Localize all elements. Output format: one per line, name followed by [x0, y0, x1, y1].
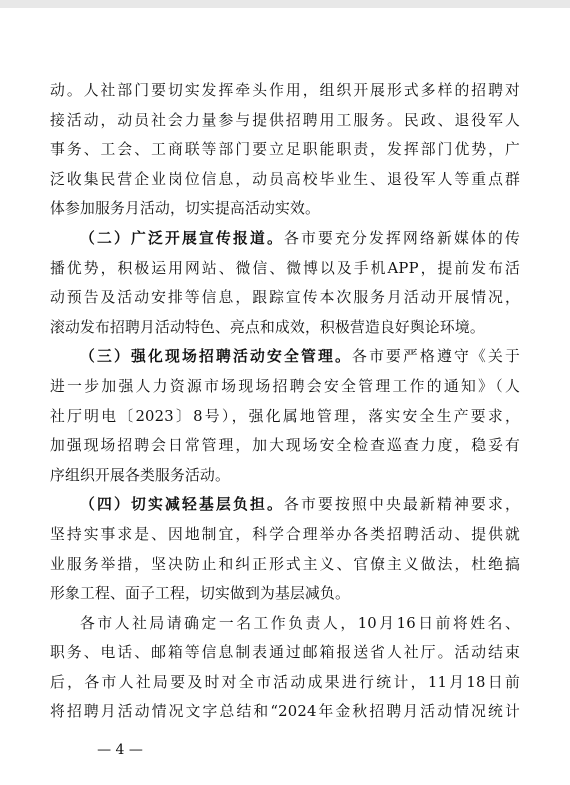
- text-line: 播优势，积极运用网站、微信、微博以及手机APP，提前发布活: [50, 259, 520, 277]
- text-line: 坚持实事求是、因地制宜，科学合理举办各类招聘活动、提供就: [50, 525, 520, 543]
- section-text: 各市要严格遵守《关于: [352, 348, 520, 366]
- text-line: 泛收集民营企业岗位信息，动员高校毕业生、退役军人等重点群: [50, 170, 520, 188]
- text-line: 形象工程、面子工程，切实做到为基层减负。: [50, 585, 350, 603]
- text-line: 各市人社局请确定一名工作负责人，10月16日前将姓名、: [80, 614, 520, 632]
- text-line: 序组织开展各类服务活动。: [50, 466, 230, 484]
- text-line: 进一步加强人力资源市场现场招聘会安全管理工作的通知》（人: [50, 377, 520, 395]
- text-line: 加强现场招聘会日常管理，加大现场安全检查巡查力度，稳妥有: [50, 437, 520, 455]
- text-line: 业服务举措，坚决防止和纠正形式主义、官僚主义做法，杜绝搞: [50, 555, 520, 573]
- page-top-border: [0, 0, 570, 8]
- text-line: 动预告及活动安排等信息，跟踪宣传本次服务月活动开展情况，: [50, 289, 520, 307]
- section-heading-line: [50, 224, 520, 254]
- text-line: 动。人社部门要切实发挥牵头作用，组织开展形式多样的招聘对: [50, 82, 520, 99]
- text-line: 接活动，动员社会力量参与提供招聘用工服务。民政、退役军人: [50, 111, 520, 129]
- text-line: 社厅明电〔2023〕8号），强化属地管理，落实安全生产要求，: [50, 407, 520, 425]
- paragraph-reduce-burden: [50, 490, 520, 608]
- document-page: [50, 76, 520, 727]
- text-line: 体参加服务月活动，切实提高活动实效。: [50, 200, 320, 218]
- section-heading-line: [50, 490, 520, 520]
- section-heading: （四）切实减轻基层负担。: [80, 496, 284, 514]
- text-line: 事务、工会、工商联等部门要立足职能职责，发挥部门优势，广: [50, 141, 520, 159]
- page-number: — 4 —: [97, 742, 143, 758]
- text-line: 后，各市人社局要及时对全市活动成果进行统计，11月18日前: [50, 673, 520, 691]
- section-text: 各市要按照中央最新精神要求，: [284, 496, 520, 514]
- section-heading: （三）强化现场招聘活动安全管理。: [80, 348, 352, 366]
- paragraph-publicity: [50, 224, 520, 342]
- section-text: 各市要充分发挥网络新媒体的传: [284, 229, 520, 247]
- section-heading: （二）广泛开展宣传报道。: [80, 229, 284, 247]
- text-line: 职务、电话、邮箱等信息制表通过邮箱报送省人社厅。活动结束: [50, 644, 520, 662]
- paragraph-reporting: [50, 609, 520, 727]
- text-line: 滚动发布招聘月活动特色、亮点和成效，积极营造良好舆论环境。: [50, 318, 485, 336]
- section-heading-line: [50, 342, 520, 372]
- paragraph-safety: [50, 342, 520, 490]
- text-line: 将招聘月活动情况文字总结和“2024年金秋招聘月活动情况统计: [50, 703, 520, 721]
- paragraph-organize-activities: [50, 76, 520, 224]
